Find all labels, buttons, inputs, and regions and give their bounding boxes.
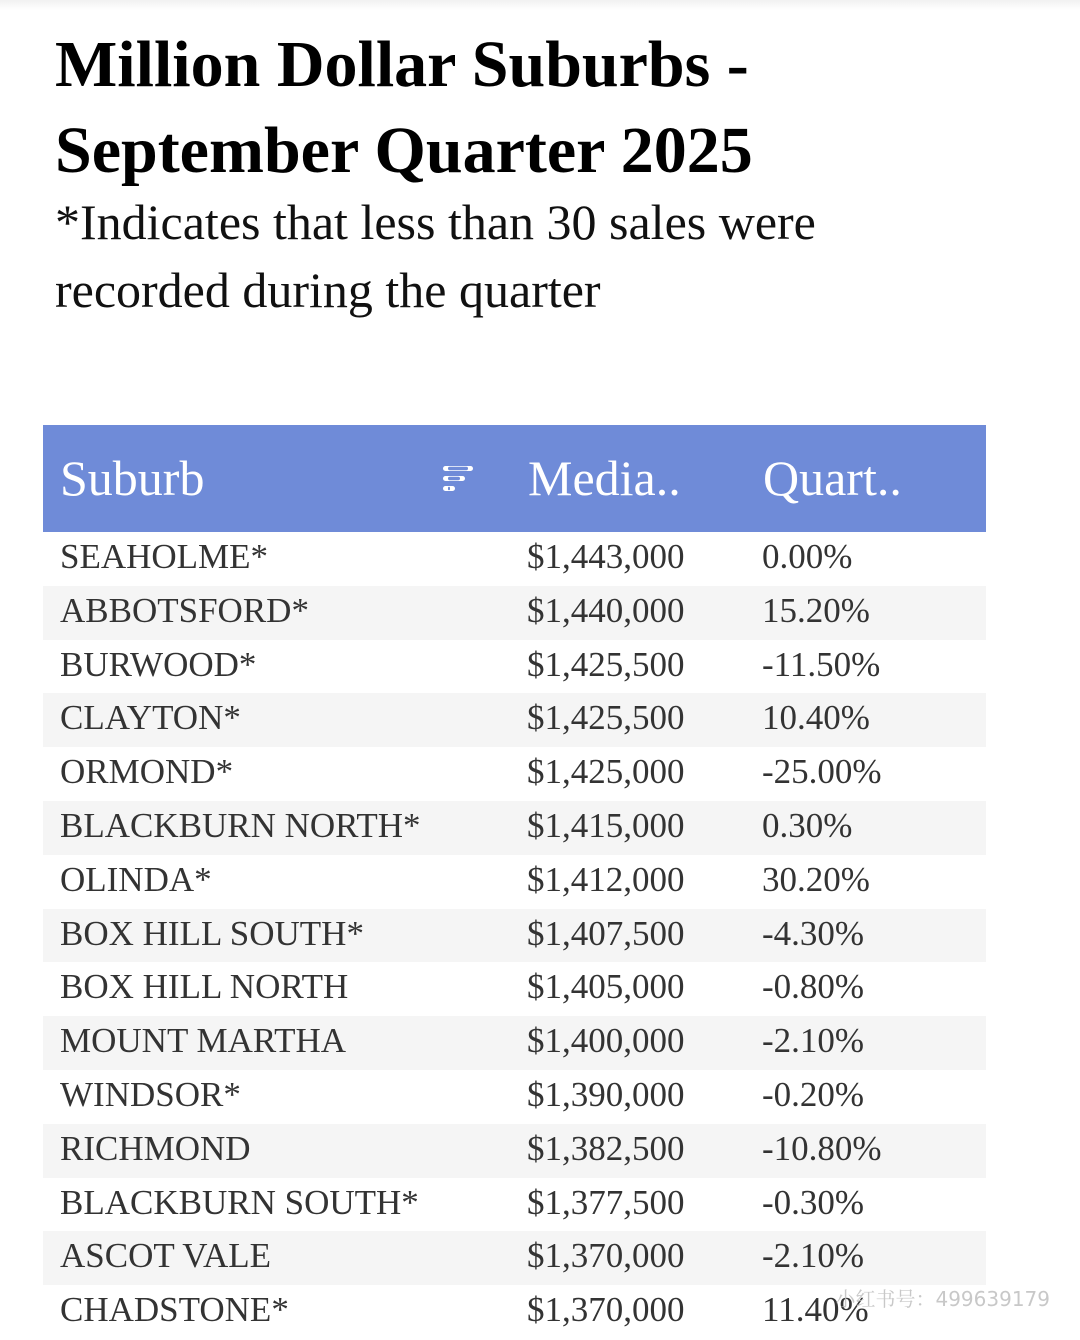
cell-median: $1,390,000 xyxy=(527,1074,685,1114)
cell-suburb: MOUNT MARTHA xyxy=(60,1021,347,1061)
cell-quarter-change: -0.20% xyxy=(762,1074,865,1114)
cell-median: $1,400,000 xyxy=(527,1021,685,1061)
top-strip xyxy=(0,0,1080,10)
cell-median: $1,377,500 xyxy=(527,1182,685,1222)
cell-quarter-change: 30.20% xyxy=(762,859,870,899)
page-subtitle xyxy=(55,188,1055,324)
cell-suburb: BOX HILL SOUTH* xyxy=(60,913,364,953)
cell-median: $1,415,000 xyxy=(527,805,685,845)
cell-median: $1,440,000 xyxy=(527,590,685,630)
table-body xyxy=(43,532,986,1339)
cell-quarter-change: 0.00% xyxy=(762,537,853,576)
cell-quarter-change: 0.30% xyxy=(762,805,853,845)
table-row xyxy=(43,747,986,801)
cell-suburb: BURWOOD* xyxy=(60,644,257,684)
table-row xyxy=(43,801,986,855)
cell-suburb: ASCOT VALE xyxy=(60,1236,272,1276)
cell-suburb: BLACKBURN SOUTH* xyxy=(60,1182,419,1222)
subtitle-line-2: recorded during the quarter xyxy=(55,262,601,318)
cell-quarter-change: -0.30% xyxy=(762,1182,865,1222)
cell-suburb: WINDSOR* xyxy=(60,1074,241,1114)
table-row xyxy=(43,1231,986,1285)
cell-quarter-change: -2.10% xyxy=(762,1236,865,1276)
cell-median: $1,425,000 xyxy=(527,752,685,792)
cell-suburb: ORMOND* xyxy=(60,752,234,792)
watermark: 小红书号：499639179 xyxy=(835,1287,1050,1311)
cell-suburb: ABBOTSFORD* xyxy=(60,590,309,630)
subtitle-line-1: *Indicates that less than 30 sales were xyxy=(55,194,816,250)
cell-median: $1,443,000 xyxy=(527,537,685,576)
table-row xyxy=(43,532,986,586)
cell-suburb: RICHMOND xyxy=(60,1128,251,1168)
cell-median: $1,407,500 xyxy=(527,913,685,953)
cell-suburb: BOX HILL NORTH xyxy=(60,967,349,1007)
sort-filter-icon[interactable] xyxy=(441,462,475,496)
cell-median: $1,370,000 xyxy=(527,1290,685,1330)
cell-suburb: OLINDA* xyxy=(60,859,212,899)
cell-suburb: CHADSTONE* xyxy=(60,1290,289,1330)
cell-quarter-change: 15.20% xyxy=(762,590,870,630)
cell-quarter-change: -0.80% xyxy=(762,967,865,1007)
cell-suburb: CLAYTON* xyxy=(60,698,241,738)
column-header-median[interactable]: Media.. xyxy=(528,450,681,506)
column-header-suburb[interactable]: Suburb xyxy=(60,450,205,506)
table-row xyxy=(43,1178,986,1232)
suburbs-table xyxy=(43,425,986,1339)
cell-quarter-change: -2.10% xyxy=(762,1021,865,1061)
cell-quarter-change: 10.40% xyxy=(762,698,870,738)
table-row xyxy=(43,1016,986,1070)
table-row xyxy=(43,640,986,694)
cell-quarter-change: -25.00% xyxy=(762,752,882,792)
page-title xyxy=(55,22,1055,194)
column-header-quarter[interactable]: Quart.. xyxy=(763,450,902,506)
cell-suburb: SEAHOLME* xyxy=(60,537,269,576)
title-line-2: September Quarter 2025 xyxy=(55,114,753,187)
table-header xyxy=(43,425,986,532)
table-row xyxy=(43,586,986,640)
cell-median: $1,425,500 xyxy=(527,644,685,684)
table-row xyxy=(43,1124,986,1178)
cell-median: $1,405,000 xyxy=(527,967,685,1007)
title-line-1: Million Dollar Suburbs - xyxy=(55,28,749,101)
cell-median: $1,425,500 xyxy=(527,698,685,738)
table-row xyxy=(43,909,986,963)
table-row xyxy=(43,962,986,1016)
cell-quarter-change: -10.80% xyxy=(762,1128,882,1168)
cell-quarter-change: -11.50% xyxy=(762,644,881,684)
cell-median: $1,382,500 xyxy=(527,1128,685,1168)
cell-median: $1,370,000 xyxy=(527,1236,685,1276)
table-row xyxy=(43,1070,986,1124)
cell-quarter-change: 11.40% xyxy=(762,1290,869,1330)
table-row xyxy=(43,855,986,909)
cell-suburb: BLACKBURN NORTH* xyxy=(60,805,421,845)
table-row xyxy=(43,693,986,747)
cell-median: $1,412,000 xyxy=(527,859,685,899)
cell-quarter-change: -4.30% xyxy=(762,913,865,953)
